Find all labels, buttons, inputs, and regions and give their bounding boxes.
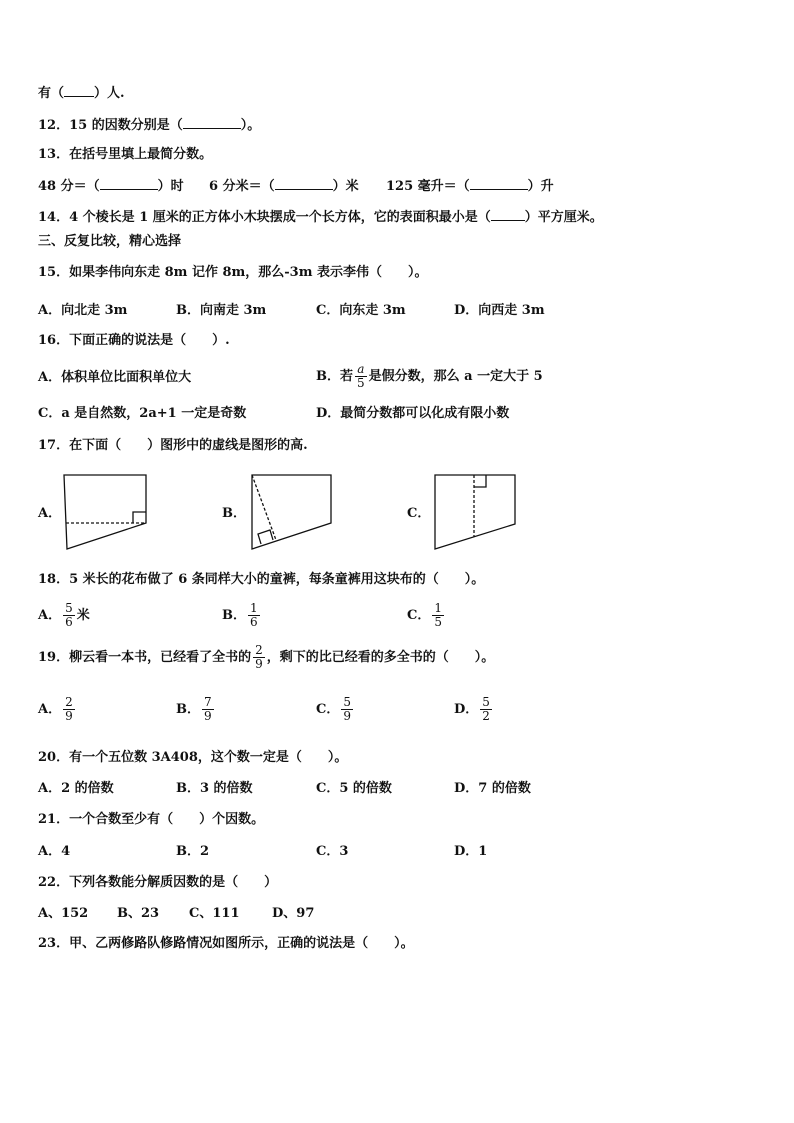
q19-option-d-label: D． bbox=[454, 702, 479, 717]
q21-option-a[interactable]: A．4 bbox=[38, 844, 71, 859]
q18-option-c[interactable] bbox=[407, 598, 446, 634]
q13-item-1-left: 48 分＝（ bbox=[38, 179, 100, 194]
question-19 bbox=[38, 640, 494, 676]
q22-option-b[interactable]: B、23 bbox=[117, 906, 160, 921]
q19-b-num: 7 bbox=[204, 695, 212, 709]
q22-number: 22． bbox=[38, 875, 70, 890]
q19-option-c-fraction bbox=[341, 696, 353, 723]
q19-option-a-fraction bbox=[63, 696, 75, 723]
question-18 bbox=[38, 572, 484, 588]
q19-a-den: 9 bbox=[65, 709, 73, 723]
q19-option-a[interactable] bbox=[38, 692, 77, 728]
question-22 bbox=[38, 875, 277, 891]
q17-figure-a-right-angle bbox=[133, 512, 146, 523]
q13-item-2-left: 6 分米＝（ bbox=[209, 179, 275, 194]
question-21 bbox=[38, 812, 264, 828]
q17-figure-c-right-angle bbox=[474, 475, 486, 487]
q17-text: 在下面（ ）图形中的虚线是图形的高. bbox=[69, 438, 308, 453]
q19-text-post: ，剩下的比已经看的多全书的（ ）。 bbox=[266, 650, 495, 665]
q19-number: 19． bbox=[38, 650, 70, 665]
q18-text: 5 米长的花布做了 6 条同样大小的童裤，每条童裤用这块布的（ ）。 bbox=[69, 572, 485, 587]
q18-option-a-unit: 米 bbox=[76, 608, 90, 623]
q17-label-a[interactable]: A． bbox=[38, 506, 62, 521]
q19-option-c-label: C． bbox=[316, 702, 340, 717]
q15-text: 如果李伟向东走 8m 记作 8m，那么-3m 表示李伟（ ）。 bbox=[69, 265, 428, 280]
q13-item-1-right: ）时 bbox=[157, 179, 184, 194]
q14-close: ）平方厘米。 bbox=[524, 210, 603, 225]
q12-number: 12． bbox=[38, 118, 70, 133]
q17-figure-b-shape bbox=[252, 475, 331, 549]
q13-number: 13． bbox=[38, 147, 70, 162]
q22-option-d[interactable]: D、97 bbox=[272, 906, 315, 921]
q15-option-a[interactable]: A．向北走 3m bbox=[38, 303, 128, 318]
q16-text: 下面正确的说法是（ ）. bbox=[69, 333, 230, 348]
q19-option-c[interactable] bbox=[316, 692, 355, 728]
q20-option-a[interactable]: A．2 的倍数 bbox=[38, 781, 114, 796]
section-3-heading: 三、反复比较，精心选择 bbox=[38, 234, 182, 249]
q19-text-pre: 柳云看一本书，已经看了全书的 bbox=[69, 650, 252, 665]
q19-frac-den: 9 bbox=[255, 657, 263, 671]
q19-a-num: 2 bbox=[65, 695, 73, 709]
q19-option-d[interactable] bbox=[454, 692, 494, 728]
q17-label-c[interactable]: C． bbox=[407, 506, 431, 521]
q13-text: 在括号里填上最简分数。 bbox=[69, 147, 213, 162]
q16-option-d[interactable]: D．最简分数都可以化成有限小数 bbox=[316, 406, 510, 421]
q20-number: 20． bbox=[38, 750, 70, 765]
q15-number: 15． bbox=[38, 265, 70, 280]
q19-option-b-label: B． bbox=[176, 702, 200, 717]
q19-option-a-label: A． bbox=[38, 702, 62, 717]
q18-a-den: 6 bbox=[65, 615, 73, 629]
q15-option-c[interactable]: C．向东走 3m bbox=[316, 303, 406, 318]
q18-option-a-fraction bbox=[63, 602, 75, 629]
q12-close: ）。 bbox=[240, 118, 261, 133]
q19-c-den: 9 bbox=[343, 709, 351, 723]
q21-option-c[interactable]: C．3 bbox=[316, 844, 349, 859]
question-20 bbox=[38, 750, 347, 766]
q18-option-c-label: C． bbox=[407, 608, 431, 623]
q16-fraction-num: a bbox=[357, 362, 365, 376]
q18-option-a-label: A． bbox=[38, 608, 62, 623]
q17-figure-b-right-angle bbox=[258, 530, 273, 544]
q18-b-num: 1 bbox=[250, 601, 258, 615]
q20-option-c[interactable]: C．5 的倍数 bbox=[316, 781, 392, 796]
q18-a-num: 5 bbox=[65, 601, 73, 615]
q22-option-a[interactable]: A、152 bbox=[38, 906, 89, 921]
q18-option-b-fraction bbox=[248, 602, 260, 629]
q20-option-b[interactable]: B．3 的倍数 bbox=[176, 781, 253, 796]
q13-item-3-right: ）升 bbox=[527, 179, 554, 194]
q21-option-d[interactable]: D．1 bbox=[454, 844, 488, 859]
q19-fraction bbox=[253, 644, 265, 671]
q17-figure-b bbox=[252, 475, 331, 549]
question-23 bbox=[38, 936, 414, 952]
q19-d-den: 2 bbox=[482, 709, 490, 723]
q13-item-3-left: 125 毫升＝（ bbox=[386, 179, 470, 194]
q19-option-b[interactable] bbox=[176, 692, 216, 728]
q18-c-den: 5 bbox=[434, 615, 442, 629]
q15-option-b[interactable]: B．向南走 3m bbox=[176, 303, 267, 318]
q15-option-d[interactable]: D．向西走 3m bbox=[454, 303, 545, 318]
q16-option-c[interactable]: C．a 是自然数，2a+1 一定是奇数 bbox=[38, 406, 247, 421]
q12-text: 15 的因数分别是（ bbox=[69, 118, 183, 133]
q18-option-b-label: B． bbox=[222, 608, 246, 623]
q17-number: 17． bbox=[38, 438, 70, 453]
q19-frac-num: 2 bbox=[255, 643, 263, 657]
q17-label-b[interactable]: B． bbox=[222, 506, 246, 521]
q21-text: 一个合数至少有（ ）个因数。 bbox=[69, 812, 265, 827]
q16-number: 16． bbox=[38, 333, 70, 348]
q20-option-d[interactable]: D．7 的倍数 bbox=[454, 781, 531, 796]
q11-tail-post: ）人. bbox=[94, 86, 125, 101]
q21-number: 21． bbox=[38, 812, 70, 827]
q16-option-b-pre: B．若 bbox=[316, 369, 353, 384]
q13-item-2-right: ）米 bbox=[332, 179, 359, 194]
q18-number: 18． bbox=[38, 572, 70, 587]
q14-text: 4 个棱长是 1 厘米的正方体小木块摆成一个长方体，它的表面积最小是（ bbox=[69, 210, 491, 225]
q18-c-num: 1 bbox=[434, 601, 442, 615]
q17-figure-a bbox=[64, 475, 146, 549]
q19-option-b-fraction bbox=[202, 696, 214, 723]
q14-number: 14． bbox=[38, 210, 70, 225]
q18-option-a[interactable] bbox=[38, 598, 90, 634]
q23-number: 23． bbox=[38, 936, 70, 951]
q18-b-den: 6 bbox=[250, 615, 258, 629]
q17-figure-c-shape bbox=[435, 475, 515, 549]
q17-figure-b-height-line bbox=[252, 475, 276, 540]
q19-b-den: 9 bbox=[204, 709, 212, 723]
q17-figure-c bbox=[435, 475, 515, 549]
q19-d-num: 5 bbox=[482, 695, 490, 709]
q23-text: 甲、乙两修路队修路情况如图所示，正确的说法是（ ）。 bbox=[69, 936, 414, 951]
q16-fraction-den: 5 bbox=[357, 376, 365, 390]
q16-option-a[interactable]: A．体积单位比面积单位大 bbox=[38, 370, 192, 385]
q18-option-c-fraction bbox=[432, 602, 444, 629]
q19-c-num: 5 bbox=[343, 695, 351, 709]
q22-text: 下列各数能分解质因数的是（ ） bbox=[69, 875, 278, 890]
q20-text: 有一个五位数 3A408，这个数一定是（ ）。 bbox=[69, 750, 348, 765]
q22-option-c[interactable]: C、111 bbox=[189, 906, 240, 921]
q16-option-b-post: 是假分数，那么 a 一定大于 5 bbox=[368, 369, 543, 384]
q21-option-b[interactable]: B．2 bbox=[176, 844, 210, 859]
q18-option-b[interactable] bbox=[222, 598, 262, 634]
q19-option-d-fraction bbox=[480, 696, 492, 723]
q11-tail-pre: 有（ bbox=[38, 86, 65, 101]
